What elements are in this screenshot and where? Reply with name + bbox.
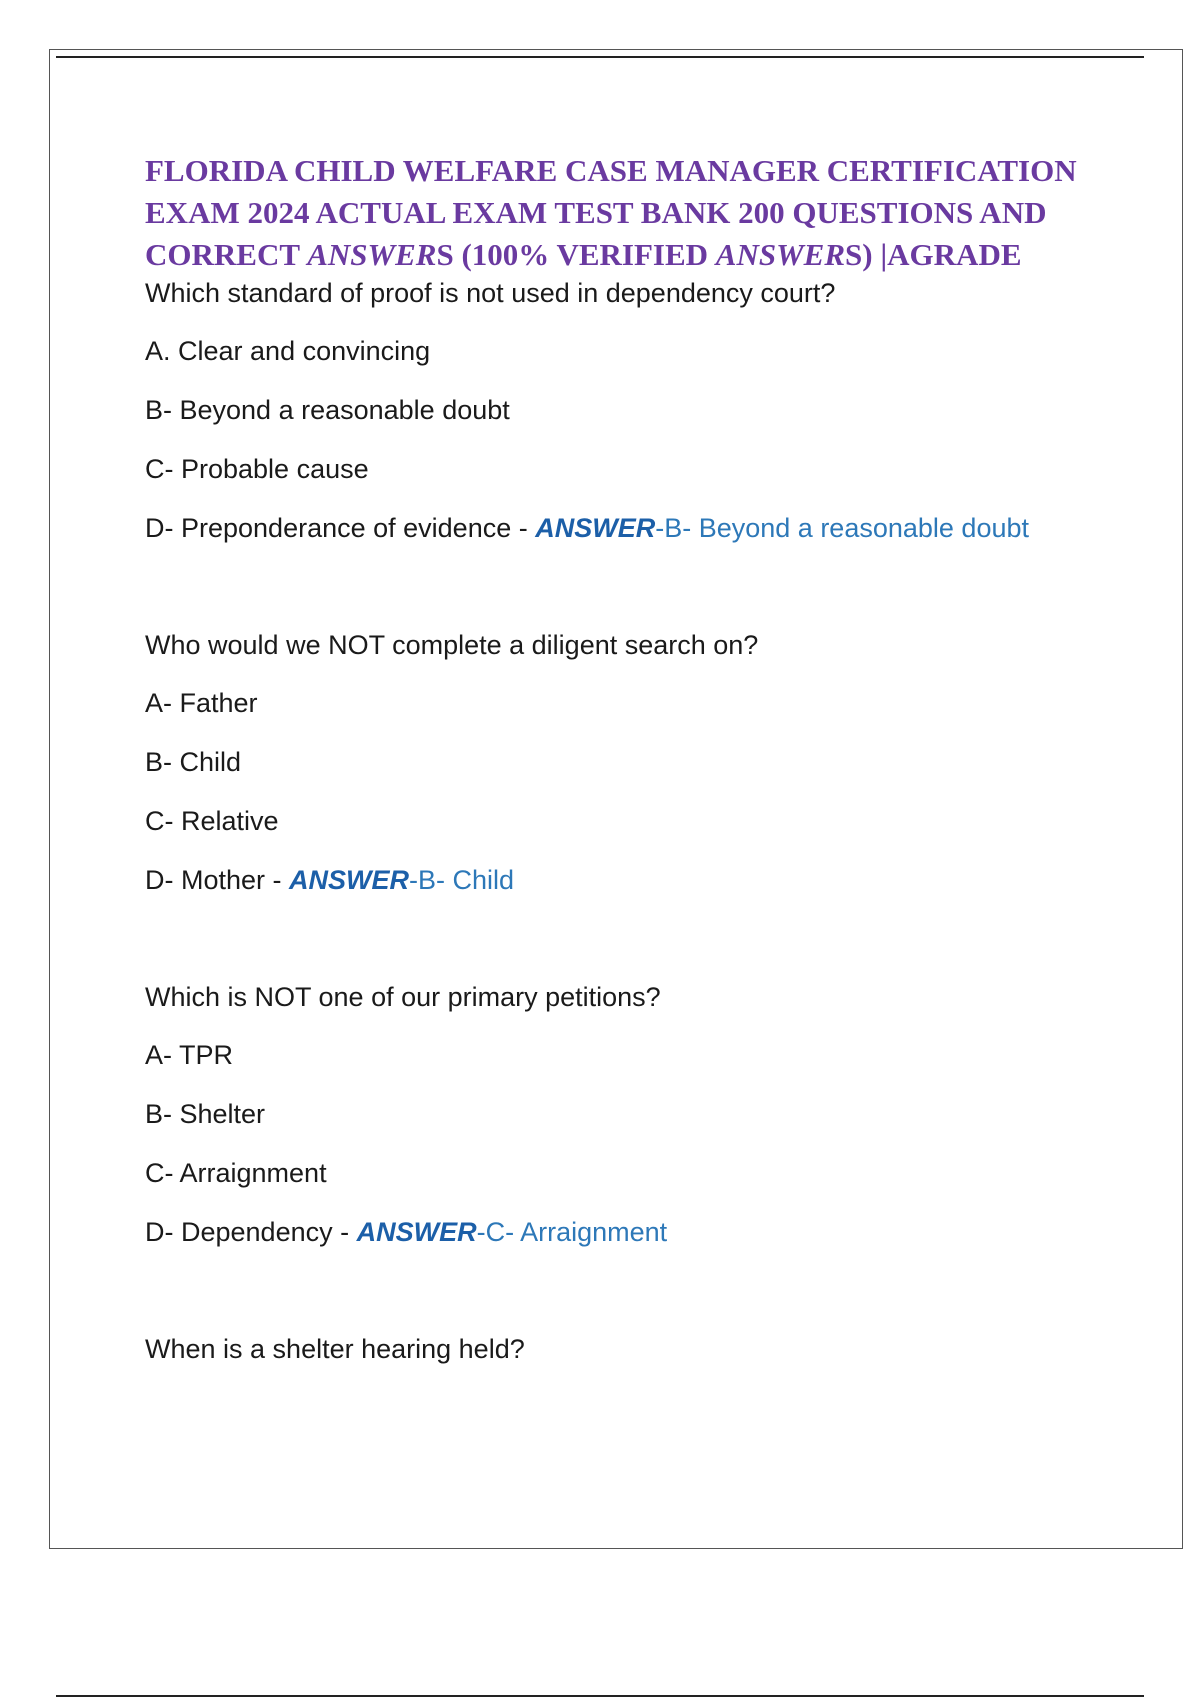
option-b: B- Child: [145, 747, 242, 777]
question-text: When is a shelter hearing held?: [145, 1334, 525, 1364]
option-d-with-answer: D- Preponderance of evidence - ANSWER-B- Beyond a reasonable doubt: [145, 513, 1029, 543]
question-text: Which is NOT one of our primary petitions?: [145, 982, 661, 1012]
option-c: C- Relative: [145, 806, 279, 836]
document-content: [145, 150, 1105, 1366]
option-d-with-answer: D- Dependency - ANSWER-C- Arraignment: [145, 1217, 668, 1247]
answer-text: -C- Arraignment: [476, 1217, 668, 1247]
answer-label: ANSWER: [535, 513, 656, 543]
answer-text: -B- Child: [409, 865, 515, 895]
question-block-4: [145, 1332, 1105, 1366]
question-text: Who would we NOT complete a diligent search on?: [145, 630, 759, 660]
bottom-rule: [56, 1695, 1144, 1697]
question-block-2: [145, 628, 1105, 897]
answer-text: -B- Beyond a reasonable doubt: [655, 513, 1029, 543]
option-c: C- Arraignment: [145, 1158, 327, 1188]
question-block-1: [145, 276, 1105, 545]
document-title: FLORIDA CHILD WELFARE CASE MANAGER CERTIFICATION EXAM 2024 ACTUAL EXAM TEST BANK 200 QUESTIONS AND CORRECT ANSWERS (100% VERIFIED ANSWERS) |AGRADE: [145, 153, 1077, 272]
option-a: A- Father: [145, 688, 258, 718]
option-a: A. Clear and convincing: [145, 336, 431, 366]
option-b: B- Beyond a reasonable doubt: [145, 395, 510, 425]
question-text: Which standard of proof is not used in dependency court?: [145, 278, 836, 308]
question-block-3: [145, 980, 1105, 1249]
answer-label: ANSWER: [356, 1217, 477, 1247]
top-rule: [56, 56, 1144, 58]
option-b: B- Shelter: [145, 1099, 266, 1129]
option-a: A- TPR: [145, 1040, 234, 1070]
answer-label: ANSWER: [289, 865, 410, 895]
option-c: C- Probable cause: [145, 454, 369, 484]
option-d-with-answer: D- Mother - ANSWER-B- Child: [145, 865, 515, 895]
